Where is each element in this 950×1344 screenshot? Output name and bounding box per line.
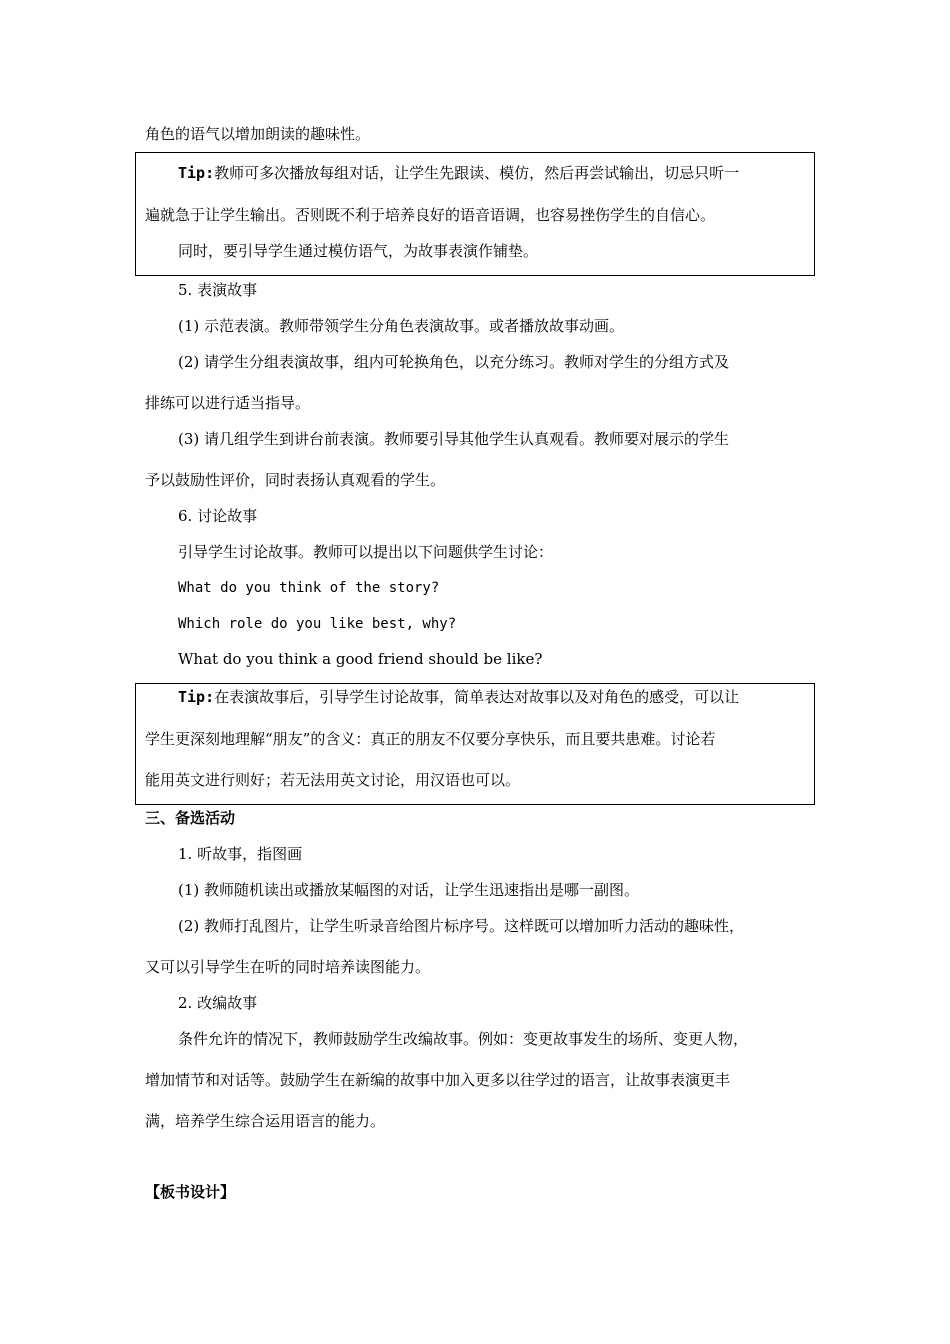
tip2-line3: 能用英文进行则好；若无法用英文讨论，用汉语也可以。 — [145, 771, 521, 789]
section3-sub2-line3: 满，培养学生综合运用语言的能力。 — [145, 1112, 386, 1130]
step5-item2-line1: (2) 请学生分组表演故事，组内可轮换角色，以充分练习。教师对学生的分组方式及 — [178, 353, 730, 371]
step5-item3-line2: 予以鼓励性评价，同时表扬认真观看的学生。 — [145, 471, 446, 489]
step5-heading: 5. 表演故事 — [178, 281, 258, 299]
question-2: Which role do you like best, why? — [178, 616, 457, 632]
tip1-line1: Tip:教师可多次播放每组对话，让学生先跟读、模仿，然后再尝试输出，切忌只听一 — [178, 164, 740, 182]
section3-sub2: 2. 改编故事 — [178, 994, 258, 1012]
question-1: What do you think of the story? — [178, 580, 440, 596]
section3-sub2-line2: 增加情节和对话等。鼓励学生在新编的故事中加入更多以往学过的语言，让故事表演更丰 — [145, 1071, 731, 1089]
section3-sub1: 1. 听故事，指图画 — [178, 845, 303, 863]
question-3: What do you think a good friend should be like? — [178, 650, 543, 668]
tip2-line2: 学生更深刻地理解“朋友”的含义：真正的朋友不仅要分享快乐，而且要共患难。讨论若 — [145, 730, 716, 748]
step6-heading: 6. 讨论故事 — [178, 507, 258, 525]
section3-heading: 三、备选活动 — [145, 809, 236, 827]
intro-line: 角色的语气以增加朗读的趣味性。 — [145, 125, 371, 143]
step5-item3-line1: (3) 请几组学生到讲台前表演。教师要引导其他学生认真观看。教师要对展示的学生 — [178, 430, 730, 448]
step5-item2-line2: 排练可以进行适当指导。 — [145, 394, 311, 412]
step5-item1: (1) 示范表演。教师带领学生分角色表演故事。或者播放故事动画。 — [178, 317, 625, 335]
tip-label: Tip: — [178, 164, 215, 182]
tip-label: Tip: — [178, 688, 215, 706]
tip1-line2: 遍就急于让学生输出。否则既不利于培养良好的语音语调，也容易挫伤学生的自信心。 — [145, 206, 716, 224]
section3-sub2-line1: 条件允许的情况下，教师鼓励学生改编故事。例如：变更故事发生的场所、变更人物， — [178, 1030, 749, 1048]
section3-sub1-item1: (1) 教师随机读出或播放某幅图的对话，让学生迅速指出是哪一副图。 — [178, 881, 640, 899]
section3-sub1-item2-line2: 又可以引导学生在听的同时培养读图能力。 — [145, 958, 431, 976]
board-design-heading: 【板书设计】 — [145, 1183, 236, 1201]
tip1-line3: 同时，要引导学生通过模仿语气，为故事表演作铺垫。 — [178, 242, 539, 260]
step6-intro: 引导学生讨论故事。教师可以提出以下问题供学生讨论： — [178, 543, 554, 561]
tip2-line1: Tip:在表演故事后，引导学生讨论故事，简单表达对故事以及对角色的感受，可以让 — [178, 688, 740, 706]
section3-sub1-item2-line1: (2) 教师打乱图片，让学生听录音给图片标序号。这样既可以增加听力活动的趣味性， — [178, 917, 745, 935]
